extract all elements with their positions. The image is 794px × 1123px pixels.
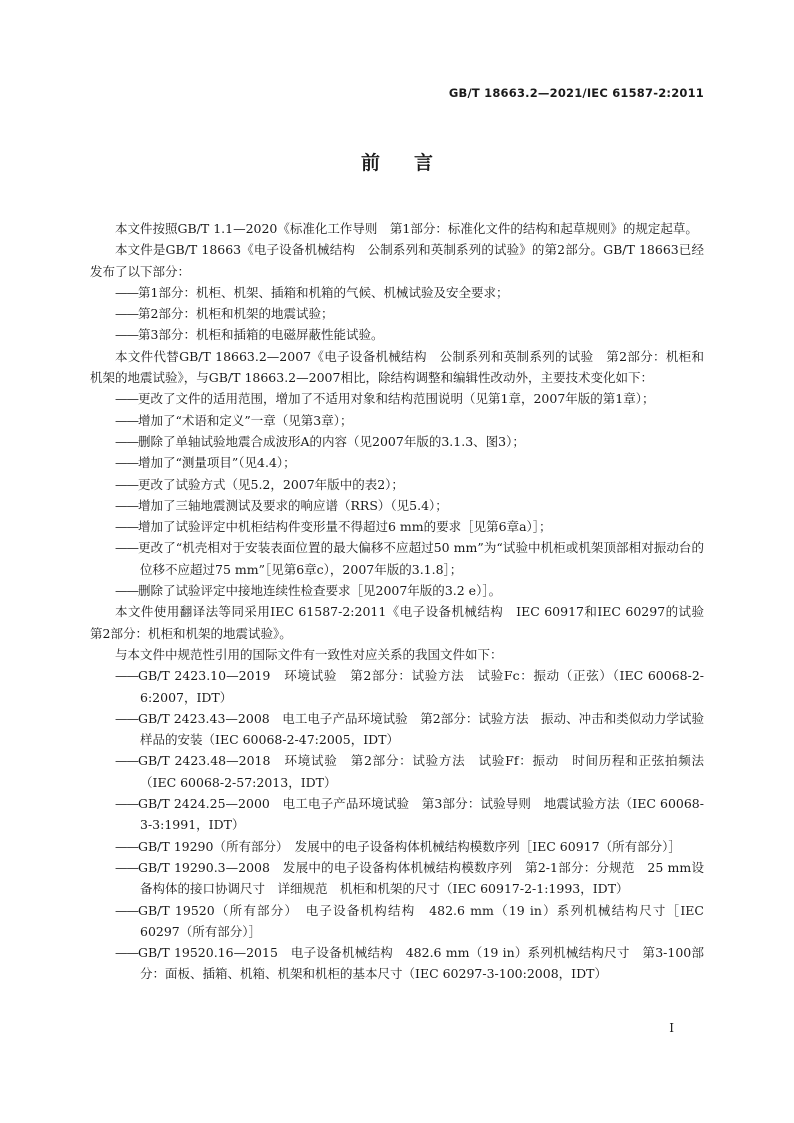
list-item: ——更改了“机壳相对于安装表面位置的最大偏移不应超过50 mm”为“试验中机柜或机架顶部相对振动台的位移不应超过75 mm”［见第6章c），2007年版的3.1.8］； bbox=[115, 540, 704, 577]
list-item: ——删除了单轴试验地震合成波形A的内容（见2007年版的3.1.3、图3）； bbox=[115, 433, 525, 449]
references-list bbox=[90, 665, 704, 984]
dash-bullet: —— bbox=[115, 455, 138, 471]
dash-bullet: —— bbox=[115, 583, 138, 599]
dash-bullet: —— bbox=[115, 476, 138, 492]
dash-bullet: —— bbox=[115, 391, 138, 407]
paragraph-replaces: 本文件代替GB/T 18663.2—2007《电子设备机械结构 公制系列和英制系列的试验 第2部分：机柜和机架的地震试验》，与GB/T 18663.2—2007相比，除结构调整和编辑性改动外，主要技术变化如下： bbox=[90, 348, 704, 386]
dash-bullet: —— bbox=[115, 306, 138, 322]
list-item: ——增加了“测量项目”（见4.4）； bbox=[115, 455, 296, 471]
dash-bullet: —— bbox=[115, 859, 138, 875]
dash-bullet: —— bbox=[115, 902, 138, 918]
list-item: ——GB/T 2423.10—2019 环境试验 第2部分：试验方法 试验Fc：振动（正弦）（IEC 60068-2-6:2007，IDT） bbox=[115, 668, 704, 705]
page-number: I bbox=[669, 1021, 674, 1035]
dash-bullet: —— bbox=[115, 433, 138, 449]
list-item: ——GB/T 19520.16—2015 电子设备机械结构 482.6 mm（19 in）系列机械结构尺寸 第3-100部分：面板、插箱、机箱、机架和机柜的基本尺寸（IEC 60297-3-100:2008，IDT） bbox=[115, 945, 704, 982]
dash-bullet: —— bbox=[115, 710, 138, 726]
foreword-body bbox=[90, 218, 717, 985]
dash-bullet: —— bbox=[115, 497, 138, 513]
page-title: 前言 bbox=[360, 152, 467, 174]
list-item: ——删除了试验评定中接地连续性检查要求［见2007年版的3.2 e）］。 bbox=[115, 583, 502, 599]
list-item: ——增加了三轴地震测试及要求的响应谱（RRS）（见5.4）； bbox=[115, 497, 448, 513]
dash-bullet: —— bbox=[115, 327, 138, 343]
list-item: ——GB/T 19290.3—2008 发展中的电子设备构体机械结构模数序列 第2-1部分：分规范 25 mm设备构体的接口协调尺寸 详细规范 机柜和机架的尺寸（IEC 60917-2-1:1993，IDT） bbox=[115, 859, 704, 897]
dash-bullet: —— bbox=[115, 796, 138, 812]
dash-bullet: —— bbox=[115, 519, 138, 535]
dash-bullet: —— bbox=[115, 753, 138, 769]
list-item: ——更改了文件的适用范围，增加了不适用对象和结构范围说明（见第1章，2007年版的第1章）； bbox=[115, 391, 655, 407]
list-item: ——GB/T 2424.25—2000 电工电子产品环境试验 第3部分：试验导则 地震试验方法（IEC 60068-3-3:1991，IDT） bbox=[115, 796, 704, 833]
list-item: ——GB/T 2423.43—2008 电工电子产品环境试验 第2部分：试验方法 振动、冲击和类似动力学试验样品的安装（IEC 60068-2-47:2005，IDT） bbox=[115, 710, 704, 748]
standard-code-header: GB/T 18663.2—2021/IEC 61587-2:2011 bbox=[448, 86, 704, 100]
dash-bullet: —— bbox=[115, 668, 138, 684]
list-item: ——增加了试验评定中机柜结构件变形量不得超过6 mm的要求［见第6章a）］； bbox=[115, 519, 552, 535]
list-item: ——第3部分：机柜和插箱的电磁屏蔽性能试验。 bbox=[115, 327, 384, 343]
dash-bullet: —— bbox=[115, 540, 138, 556]
list-item: ——增加了“术语和定义”一章（见第3章）； bbox=[115, 412, 353, 428]
list-item: ——GB/T 19290（所有部分） 发展中的电子设备构体机械结构模数序列［IEC 60917（所有部分）］ bbox=[115, 838, 681, 854]
list-item: ——GB/T 2423.48—2018 环境试验 第2部分：试验方法 试验Ff：振动 时间历程和正弦拍频法（IEC 60068-2-57:2013，IDT） bbox=[115, 753, 704, 790]
dash-bullet: —— bbox=[115, 284, 138, 300]
changes-list bbox=[90, 388, 704, 601]
list-item: ——更改了试验方式（见5.2，2007年版中的表2）； bbox=[115, 476, 404, 492]
paragraph-references-intro: 与本文件中规范性引用的国际文件有一致性对应关系的我国文件如下： bbox=[115, 646, 503, 662]
paragraph-adoption: 本文件使用翻译法等同采用IEC 61587-2:2011《电子设备机械结构 IEC 60917和IEC 60297的试验 第2部分：机柜和机架的地震试验》。 bbox=[90, 604, 717, 641]
list-item: ——第1部分：机柜、机架、插箱和机箱的气候、机械试验及安全要求； bbox=[115, 284, 509, 300]
list-item: ——GB/T 19520（所有部分） 电子设备机构结构 482.6 mm（19 in）系列机械结构尺寸［IEC 60297（所有部分）］ bbox=[115, 902, 704, 939]
paragraph-series-parts: 本文件是GB/T 18663《电子设备机械结构 公制系列和英制系列的试验》的第2部分。GB/T 18663已经发布了以下部分： bbox=[90, 242, 704, 279]
dash-bullet: —— bbox=[115, 412, 138, 428]
list-item: ——第2部分：机柜和机架的地震试验； bbox=[115, 306, 334, 322]
parts-list bbox=[90, 282, 704, 346]
paragraph-drafting-rules: 本文件按照GB/T 1.1—2020《标准化工作导则 第1部分：标准化文件的结构和起草规则》的规定起草。 bbox=[115, 221, 698, 236]
dash-bullet: —— bbox=[115, 838, 138, 854]
dash-bullet: —— bbox=[115, 945, 138, 961]
